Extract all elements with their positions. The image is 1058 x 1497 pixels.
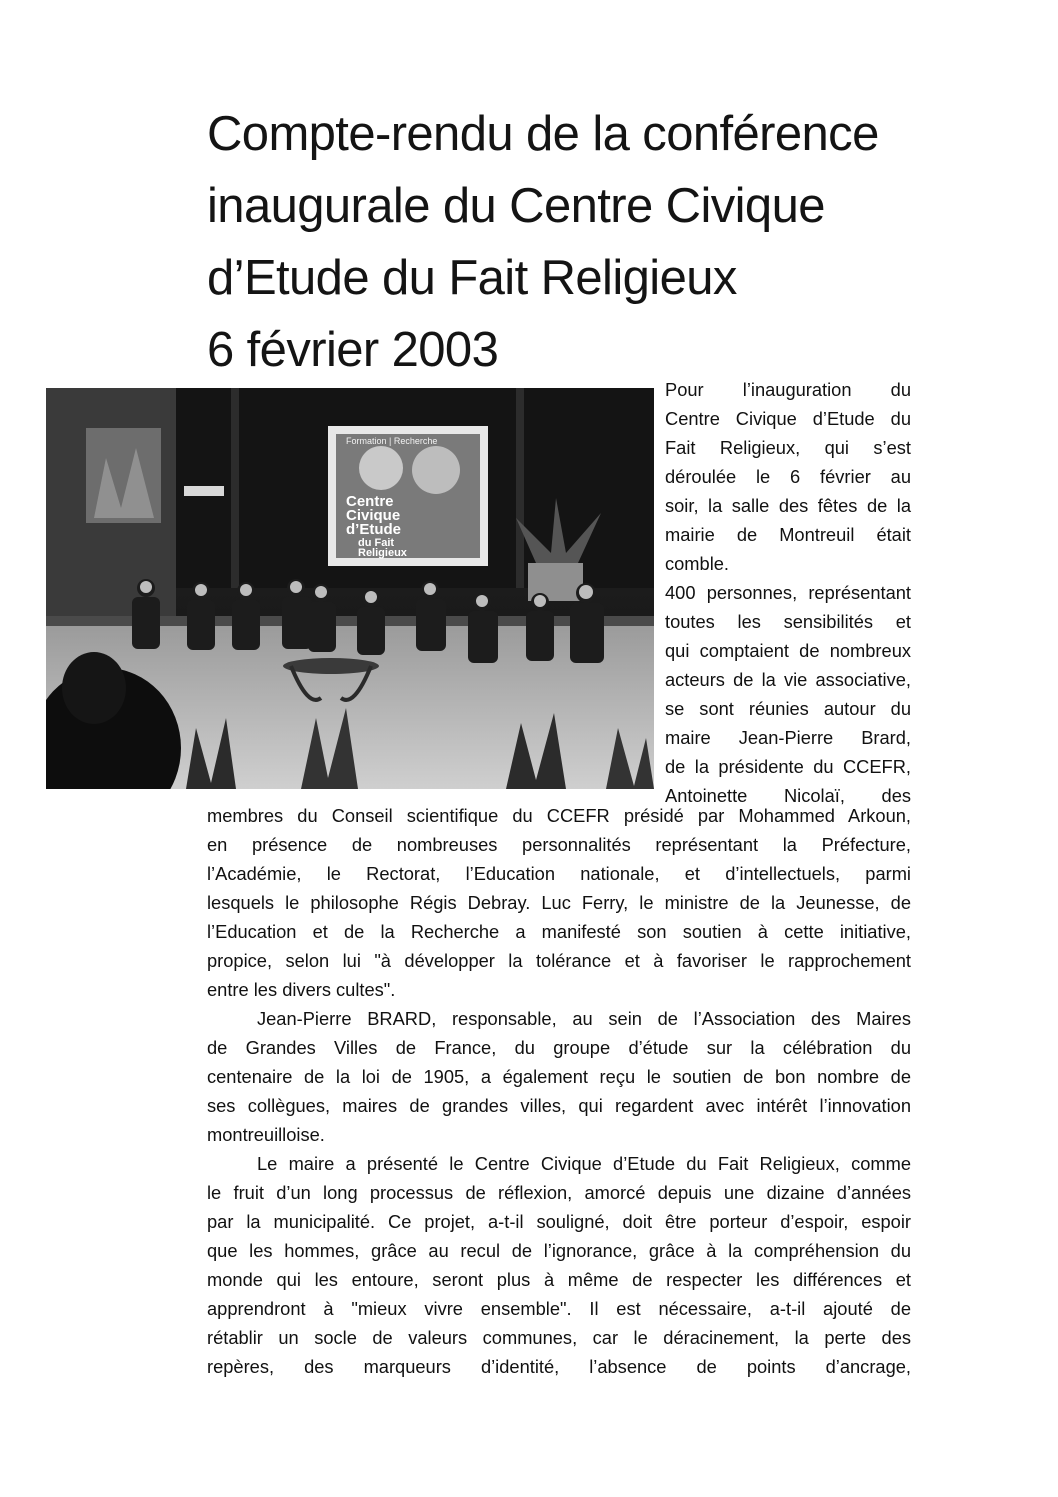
text-line: centenaire de la loi de 1905, a également reçu le soutien de bon nombre de [207,1066,911,1087]
text-line: que les hommes, grâce au recul de l’ignorance, grâce à la compréhension du [207,1240,911,1261]
poster-text: du Fait [358,537,395,549]
text-line: comble. [665,553,730,574]
text-line: membres du Conseil scientifique du CCEFR présidé par Mohammed Arkoun, [207,805,911,826]
text-line: se sont réunies autour du [665,698,911,719]
text-line: mairie de Montreuil était [665,524,911,545]
text-line: repères, des marqueurs d’identité, l’absence de points d’ancrage, [207,1356,911,1377]
body-text [207,801,911,1381]
text-line: soir, la salle des fêtes de la [665,495,911,516]
text-line: acteurs de la vie associative, [665,669,911,690]
text-line: maire Jean-Pierre Brard, [665,727,911,748]
text-line: Fait Religieux, qui s’est [665,437,911,458]
text-line: déroulée le 6 février au [665,466,911,487]
text-line: 400 personnes, représentant [665,582,911,603]
text-line: Centre Civique d’Etude du [665,408,911,429]
text-line: qui comptaient de nombreux [665,640,911,661]
text-line: l’Académie, le Rectorat, l’Education nationale, et d’intellectuels, parmi [207,863,911,884]
text-line: de la présidente du CCEFR, [665,756,911,777]
poster-text: Civique [346,507,401,524]
text-line: Antoinette Nicolaï, des [665,785,911,806]
text-line: entre les divers cultes". [207,979,396,1000]
text-line: toutes les sensibilités et [665,611,911,632]
text-line: Jean-Pierre BRARD, responsable, au sein de l’Association des Maires [257,1008,911,1029]
text-line: propice, selon lui "à développer la tolérance et à favoriser le rapprochement [207,950,911,971]
text-line: apprendront à "mieux vivre ensemble". Il est nécessaire, a-t-il ajouté de [207,1298,911,1319]
text-line: en présence de nombreuses personnalités représentant la Préfecture, [207,834,911,855]
text-line: par la municipalité. Ce projet, a-t-il souligné, doit être porteur d’espoir, espoir [207,1211,911,1232]
text-line: Pour l’inauguration du [665,379,911,400]
article-title [207,98,1007,386]
text-line: montreuilloise. [207,1124,325,1145]
poster-text: Religieux [358,547,407,559]
text-line: de Grandes Villes de France, du groupe d’étude sur la célébration du [207,1037,911,1058]
text-line: rétablir un socle de valeurs communes, car le déracinement, la perte des [207,1327,911,1348]
text-line: monde qui les entoure, seront plus à même de respecter les différences et [207,1269,911,1290]
poster-text: Centre [346,493,394,510]
text-line: l’Education et de la Recherche a manifesté son soutien à cette initiative, [207,921,911,942]
title-line: d’Etude du Fait Religieux [207,251,737,305]
text-line: le fruit d’un long processus de réflexion, amorcé depuis une dizaine d’années [207,1182,911,1203]
title-line: inaugurale du Centre Civique [207,179,825,233]
text-line: Le maire a présenté le Centre Civique d’Etude du Fait Religieux, comme [257,1153,911,1174]
poster-text: Formation | Recherche [346,436,438,446]
conference-photo [46,388,654,789]
poster-text: d’Etude [346,521,401,538]
title-line: 6 février 2003 [207,323,499,377]
title-line: Compte-rendu de la conférence [207,107,879,161]
side-column-text [665,375,911,810]
text-line: ses collègues, maires de grandes villes, qui regardent avec intérêt l’innovation [207,1095,911,1116]
text-line: lesquels le philosophe Régis Debray. Luc Ferry, le ministre de la Jeunesse, de [207,892,911,913]
conference-photo-image [46,388,654,789]
